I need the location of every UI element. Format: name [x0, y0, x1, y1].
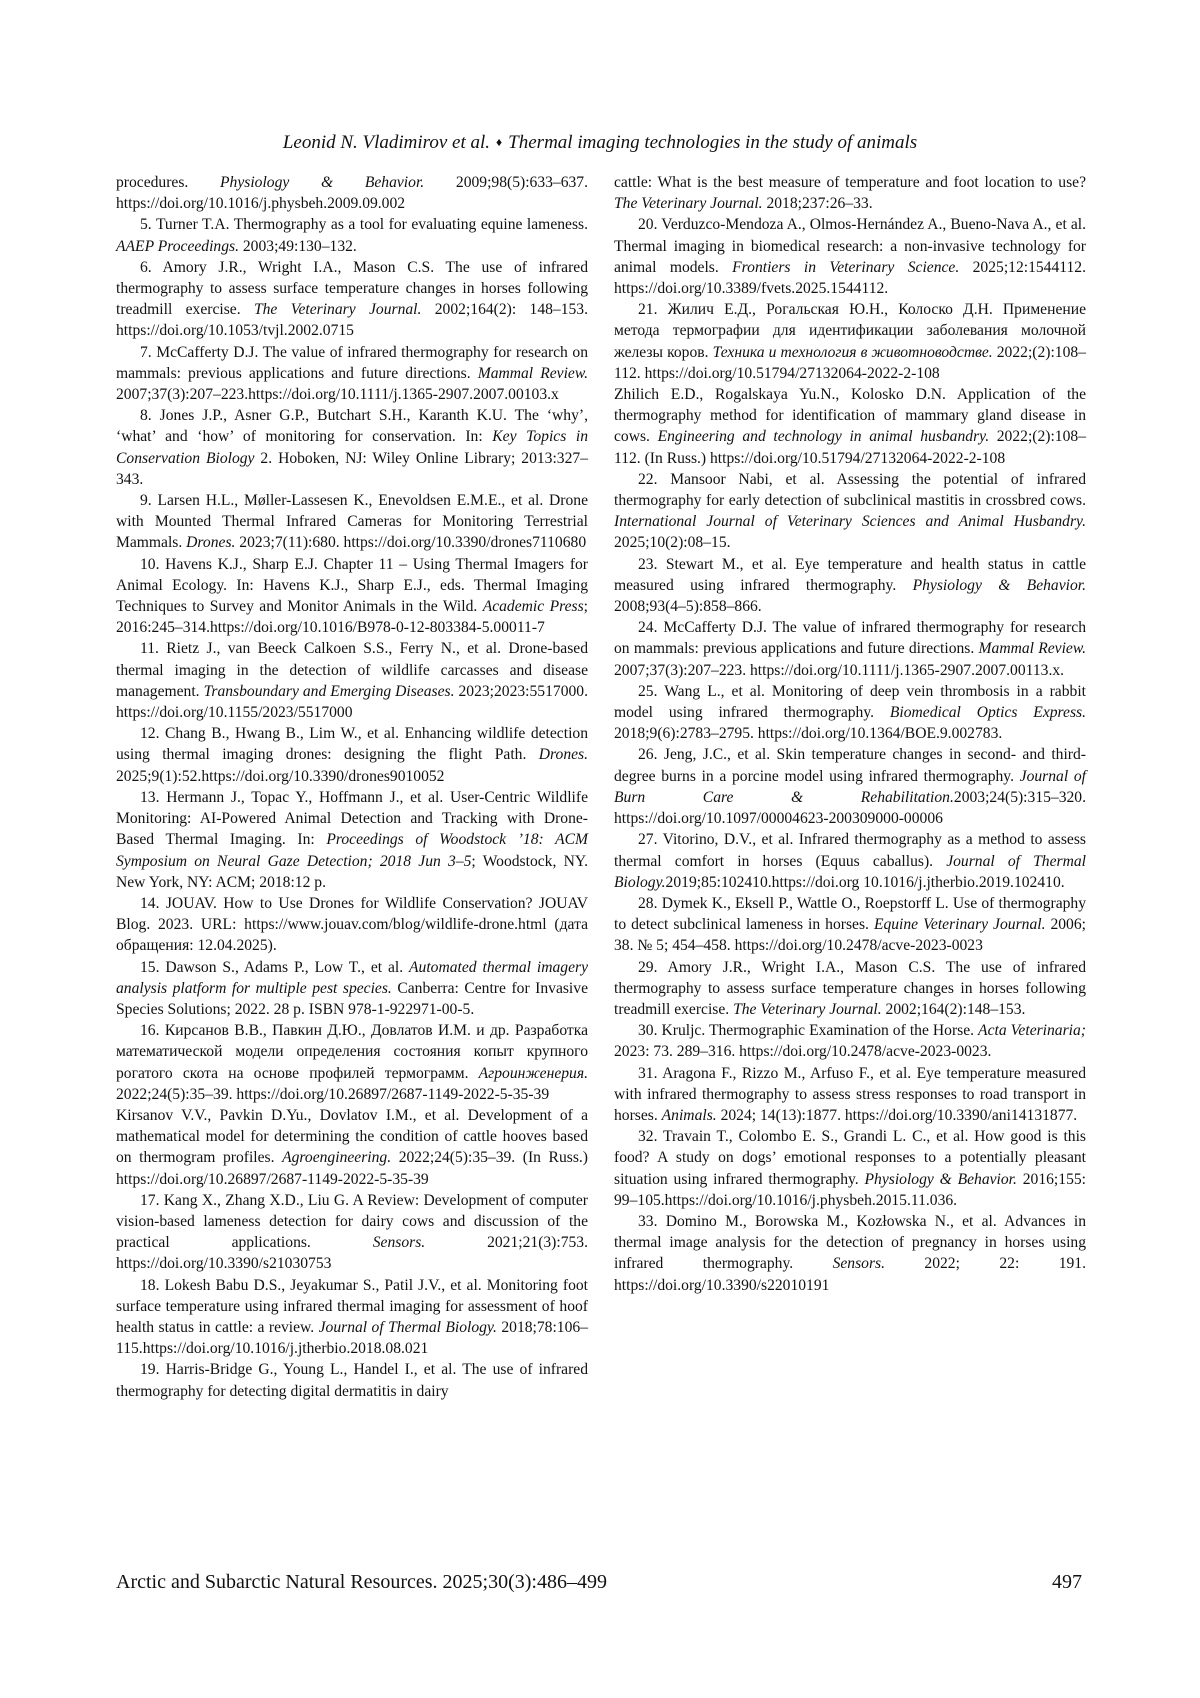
reference-source: Drones. [186, 534, 236, 552]
reference-entry [116, 893, 588, 957]
reference-source: AAEP Proceedings. [116, 237, 239, 255]
reference-source: The Veterinary Journal. [614, 195, 763, 213]
reference-text: 2023: 73. 289–316. https://doi.org/10.2478/acve-2023-0023. [614, 1043, 992, 1061]
reference-text: 2007;37(3):207–223.https://doi.org/10.1111/j.1365-2907.2007.00103.x [116, 386, 559, 404]
reference-source: Агроинженерия. [478, 1064, 588, 1082]
reference-column-left [116, 172, 588, 1402]
reference-text: Zhilich E.D., Rogalskaya Yu.N., Kolosko D.N. Application of the thermography method for identification of mammary gland disease in cows. [614, 386, 1086, 446]
reference-entry [116, 1275, 588, 1360]
reference-text: 17. Kang X., Zhang X.D., Liu G. A Review: Development of computer vision-based lameness detection for dairy cows and discussion of the practical applications. [116, 1191, 588, 1252]
reference-source: Physiology & Behavior. [220, 174, 425, 191]
reference-source: Biomedical Optics Express. [889, 704, 1086, 722]
reference-entry [614, 299, 1086, 384]
reference-text: 2024; 14(13):1877. https://doi.org/10.3390/ani14131877. [716, 1106, 1078, 1124]
reference-text: 2025;10(2):08–15. [614, 534, 731, 552]
reference-text: 25. Wang L., et al. Monitoring of deep vein thrombosis in a rabbit model using infrared thermography. [614, 682, 1086, 722]
reference-text: 2002;164(2): 148–153. https://doi.org/10.1053/tvjl.2002.0715 [116, 301, 588, 340]
reference-entry [116, 405, 588, 490]
reference-text: 20. Verduzco-Mendoza A., Olmos-Hernández A., Bueno-Nava A., et al. Thermal imaging in biomedical research: a non-invasive technology for animal models. [614, 216, 1086, 276]
reference-text: 2022; 22: 191. https://doi.org/10.3390/s22010191 [614, 1255, 1086, 1294]
reference-text: 9. Larsen H.L., Møller-Lassesen K., Enevoldsen E.M.E., et al. Drone with Mounted Thermal Infrared Cameras for Monitoring Terrestrial Mammals. [116, 492, 588, 552]
reference-source: Mammal Review. [978, 640, 1086, 658]
running-head [0, 130, 1200, 155]
reference-text: 26. Jeng, J.C., et al. Skin temperature changes in second- and third-degree burns in a porcine model using infrared thermography. [614, 746, 1086, 785]
reference-text: 2018;237:26–33. [762, 195, 873, 213]
reference-text: 30. Kruljc. Thermographic Examination of the Horse. [638, 1022, 979, 1040]
reference-text: 7. McCafferty D.J. The value of infrared thermography for research on mammals: previous applications and future directions. [116, 343, 588, 382]
reference-text: Kirsanov V.V., Pavkin D.Yu., Dovlatov I.M., et al. Development of a mathematical model for determining the condition of cattle hooves based on thermogram profiles. [116, 1106, 588, 1167]
reference-entry [614, 681, 1086, 745]
reference-text: 28. Dymek K., Eksell P., Wattle O., Roepstorff L. Use of thermography to detect subclinical lameness in horses. [614, 894, 1086, 934]
reference-entry [614, 384, 1086, 469]
reference-text: 2025;9(1):52.https://doi.org/10.3390/drones9010052 [116, 767, 445, 785]
reference-text: cattle: What is the best measure of temperature and foot location to use? [614, 174, 1086, 191]
reference-entry [116, 1105, 588, 1190]
reference-entry [116, 257, 588, 342]
reference-entry [614, 554, 1086, 618]
reference-text: 2009;98(5):633–637. https://doi.org/10.1016/j.physbeh.2009.09.002 [116, 174, 588, 213]
reference-source: Техника и технология в животноводстве. [712, 343, 993, 361]
reference-source: Transboundary and Emerging Diseases. [203, 682, 455, 700]
journal-citation: Arctic and Subarctic Natural Resources. 2025;30(3):486–499 [116, 1571, 607, 1593]
reference-entry [614, 172, 1086, 214]
reference-entry [116, 214, 588, 256]
reference-text: 21. Жилич Е.Д., Рогальская Ю.Н., Колоско Д.Н. Применение метода термографии для идентификации заболевания молочной железы коров. [614, 301, 1086, 361]
reference-source: Automated thermal imagery analysis platform for multiple pest species. [116, 958, 588, 997]
reference-entry [614, 617, 1086, 681]
reference-text: procedures. [116, 174, 221, 191]
running-head-authors: Leonid N. Vladimirov et al. [282, 132, 491, 153]
reference-text: 2023;7(11):680. https://doi.org/10.3390/drones7110680 [235, 534, 587, 552]
reference-text: 2003;24(5):315–320. https://doi.org/10.1097/00004623-200309000-00006 [614, 788, 1086, 828]
reference-entry [116, 787, 588, 893]
reference-text: ; Woodstock, NY. New York, NY: ACM; 2018:12 p. [116, 852, 588, 891]
reference-source: Sensors. [372, 1234, 426, 1252]
reference-source: Acta Veterinaria; [978, 1022, 1086, 1040]
reference-entry [614, 1063, 1086, 1127]
reference-text: 6. Amory J.R., Wright I.A., Mason C.S. The use of infrared thermography to assess surface temperature changes in horses following treadmill exercise. [116, 258, 588, 319]
reference-entry [614, 214, 1086, 299]
reference-source: Drones. [538, 746, 588, 764]
reference-source: Mammal Review. [477, 364, 588, 382]
reference-text: 22. Mansoor Nabi, et al. Assessing the potential of infrared thermography for early detection of subclinical mastitis in crossbred cows. [614, 470, 1086, 510]
reference-text: 2019;85:102410.https://doi.org 10.1016/j.jtherbio.2019.102410. [665, 873, 1065, 891]
reference-text: 27. Vitorino, D.V., et al. Infrared thermography as a method to assess thermal comfort in horses (Equus caballus). [614, 831, 1086, 870]
reference-text: 16. Кирсанов В.В., Павкин Д.Ю., Довлатов И.М. и др. Разработка математической модели определения состояния копыт крупного рогатого скота на основе профилей термограмм. [116, 1022, 588, 1082]
reference-text: 2003;49:130–132. [238, 237, 357, 255]
reference-text: 2007;37(3):207–223. https://doi.org/10.1111/j.1365-2907.2007.00113.x. [614, 661, 1065, 679]
reference-text: 24. McCafferty D.J. The value of infrared thermography for research on mammals: previous applications and future directions. [614, 619, 1086, 658]
reference-source: Sensors. [832, 1255, 885, 1273]
reference-source: Proceedings of Woodstock ’18: ACM Symposium on Neural Gaze Detection; 2018 Jun 3–5 [116, 831, 588, 870]
reference-entry [116, 1190, 588, 1275]
reference-text: 10. Havens K.J., Sharp E.J. Chapter 11 – Using Thermal Imagers for Animal Ecology. In: Havens K.J., Sharp E.J., eds. Thermal Imaging Techniques to Survey and Monitor Animals in the Wild. [116, 555, 588, 616]
reference-source: Frontiers in Veterinary Science. [732, 258, 960, 276]
reference-text: 2008;93(4–5):858–866. [614, 598, 762, 616]
reference-text: 18. Lokesh Babu D.S., Jeyakumar S., Patil J.V., et al. Monitoring foot surface temperature using infrared thermal imaging for assessment of hoof health status in cattle: a review. [116, 1276, 588, 1336]
diamond-separator-icon: ♦ [496, 135, 503, 149]
reference-text: 2022;(2):108–112. (In Russ.) https://doi.org/10.51794/27132064-2022-2-108 [614, 428, 1086, 467]
reference-entry [116, 723, 588, 787]
reference-entry [614, 829, 1086, 893]
reference-text: 2021;21(3):753. https://doi.org/10.3390/s21030753 [116, 1234, 588, 1273]
reference-text: 2006; 38. № 5; 454–458. https://doi.org/10.2478/acve-2023-0023 [614, 916, 1086, 955]
reference-text: 19. Harris-Bridge G., Young L., Handel I., et al. The use of infrared thermography for detecting digital dermatitis in dairy [116, 1361, 588, 1400]
reference-entry [116, 638, 588, 723]
reference-entry [116, 342, 588, 406]
reference-text: 15. Dawson S., Adams P., Low T., et al. [140, 958, 410, 976]
reference-text: 2022;24(5):35–39. https://doi.org/10.26897/2687-1149-2022-5-35-39 [116, 1085, 550, 1103]
reference-text: 32. Travain T., Colombo E. S., Grandi L. C., et al. How good is this food? A study on dogs’ emotional responses to a potentially pleasant situation using infrared thermography. [614, 1128, 1086, 1188]
reference-source: Journal of Burn Care & Rehabilitation. [614, 767, 1086, 806]
reference-entry [116, 172, 588, 214]
page-number: 497 [1052, 1571, 1082, 1593]
reference-source: Engineering and technology in animal husbandry. [657, 428, 990, 446]
reference-text: 2025;12:1544112. https://doi.org/10.3389/fvets.2025.1544112. [614, 258, 1086, 298]
reference-source: International Journal of Veterinary Sciences and Animal Husbandry. [614, 513, 1086, 531]
reference-source: The Veterinary Journal. [253, 301, 422, 319]
reference-entry [614, 1211, 1086, 1296]
reference-text: 2022;24(5):35–39. (In Russ.) https://doi.org/10.26897/2687-1149-2022-5-35-39 [116, 1149, 588, 1188]
reference-column-right [614, 172, 1086, 1296]
running-head-title: Thermal imaging technologies in the study of animals [508, 132, 918, 153]
reference-text: 31. Aragona F., Rizzo M., Arfuso F., et al. Eye temperature measured with infrared thermography to assess stress responses to road transport in horses. [614, 1064, 1086, 1124]
reference-entry [116, 490, 588, 554]
reference-entry [614, 1126, 1086, 1211]
reference-text: 2016;155: 99–105.https://doi.org/10.1016/j.physbeh.2015.11.036. [614, 1170, 1086, 1209]
reference-entry [116, 957, 588, 1021]
reference-entry [116, 1020, 588, 1105]
reference-source: Agroengineering. [282, 1149, 392, 1167]
reference-text: 33. Domino M., Borowska M., Kozłowska N., et al. Advances in thermal image analysis for the detection of pregnancy in horses using infrared thermography. [614, 1212, 1086, 1273]
reference-source: Journal of Thermal Biology. [318, 1318, 497, 1336]
reference-entry [614, 469, 1086, 554]
reference-text: Canberra: Centre for Invasive Species Solutions; 2022. 28 p. ISBN 978-1-922971-00-5. [116, 979, 588, 1018]
reference-text: 29. Amory J.R., Wright I.A., Mason C.S. The use of infrared thermography to assess surface temperature changes in horses following treadmill exercise. [614, 958, 1086, 1018]
reference-entry [116, 554, 588, 639]
reference-text: 2. Hoboken, NJ: Wiley Online Library; 2013:327–343. [116, 449, 588, 488]
reference-text: 2018;9(6):2783–2795. https://doi.org/10.1364/BOE.9.002783. [614, 725, 1003, 743]
reference-text: 13. Hermann J., Topac Y., Hoffmann J., et al. User-Centric Wildlife Monitoring: AI-Powered Animal Detection and Tracking with Drone-Based Thermal Imaging. In: [116, 788, 588, 849]
reference-source: Physiology & Behavior. [864, 1170, 1017, 1188]
reference-source: Journal of Thermal Biology. [614, 852, 1086, 891]
reference-entry [614, 744, 1086, 829]
reference-text: 2022;(2):108–112. https://doi.org/10.51794/27132064-2022-2-108 [614, 343, 1086, 382]
reference-source: Equine Veterinary Journal. [873, 916, 1046, 934]
reference-text: 2023;2023:5517000. https://doi.org/10.1155/2023/5517000 [116, 682, 588, 722]
reference-text: 5. Turner T.A. Thermography as a tool for evaluating equine lameness. [140, 216, 588, 234]
reference-text: 8. Jones J.P., Asner G.P., Butchart S.H., Karanth K.U. The ‘why’, ‘what’ and ‘how’ of monitoring for conservation. In: [116, 407, 588, 446]
reference-text: 23. Stewart M., et al. Eye temperature and health status in cattle measured using infrared thermography. [614, 555, 1086, 594]
reference-source: Animals. [661, 1106, 717, 1124]
reference-text: 2002;164(2):148–153. [881, 1000, 1026, 1018]
reference-source: Key Topics in Conservation Biology [116, 428, 589, 467]
reference-source: Physiology & Behavior. [912, 576, 1086, 594]
reference-text: 2018;78:106–115.https://doi.org/10.1016/j.jtherbio.2018.08.021 [116, 1318, 588, 1358]
reference-text: ; 2016:245–314.https://doi.org/10.1016/B978-0-12-803384-5.00011-7 [116, 598, 588, 637]
reference-text: 11. Rietz J., van Beeck Calkoen S.S., Ferry N., et al. Drone-based thermal imaging in the detection of wildlife carcasses and disease management. [116, 640, 588, 700]
reference-entry [614, 1020, 1086, 1062]
reference-source: Academic Press [482, 598, 584, 616]
reference-entry [614, 957, 1086, 1021]
reference-text: 14. JOUAV. How to Use Drones for Wildlife Conservation? JOUAV Blog. 2023. URL: https://www.jouav.com/blog/wildlife-drone.html (дата обращения: 12.04.2025). [116, 894, 588, 955]
reference-text: 12. Chang B., Hwang B., Lim W., et al. Enhancing wildlife detection using thermal imaging drones: designing the flight Path. [116, 725, 588, 764]
reference-entry [116, 1359, 588, 1401]
reference-entry [614, 893, 1086, 957]
reference-source: The Veterinary Journal. [733, 1000, 882, 1018]
